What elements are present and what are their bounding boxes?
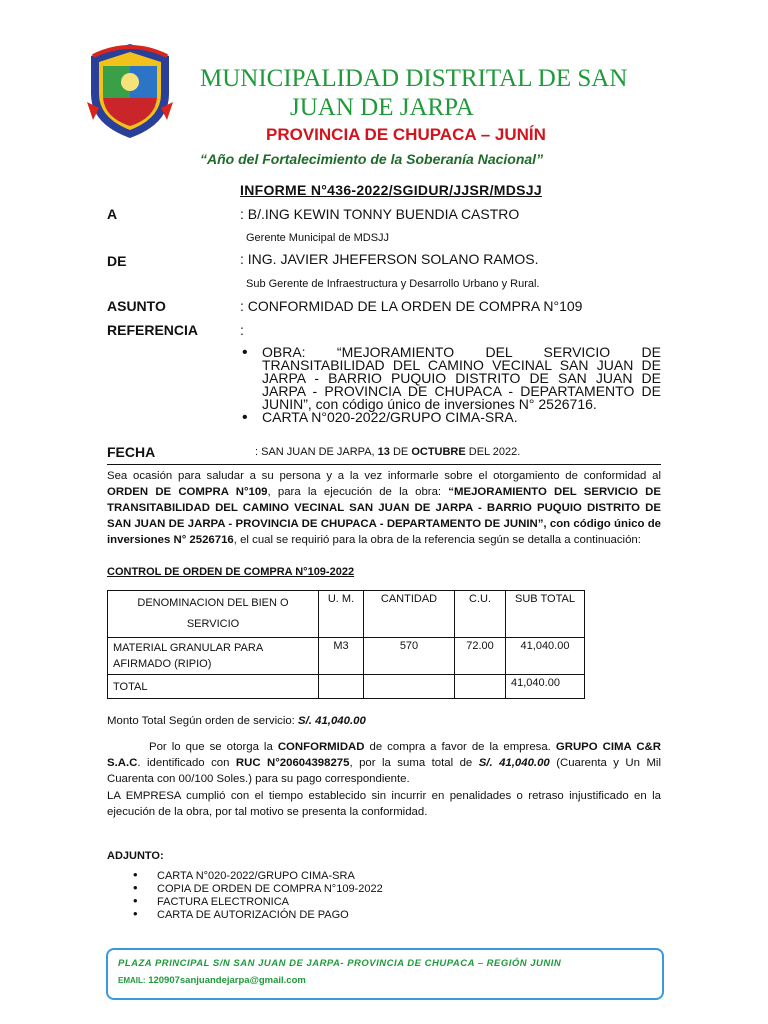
- table-cell: 41,040.00: [506, 675, 585, 699]
- to-label: A: [107, 206, 118, 222]
- bullet-icon: •: [242, 344, 248, 361]
- footer-email: EMAIL: 120907sanjuandejarpa@gmail.com: [118, 975, 306, 986]
- table-cell: [364, 675, 455, 699]
- bullet-icon: •: [133, 893, 138, 908]
- table-header-cell: SUB TOTAL: [506, 591, 585, 638]
- subject-label: ASUNTO: [107, 298, 166, 314]
- table-cell: 72.00: [455, 638, 506, 675]
- table-header-cell: DENOMINACION DEL BIEN O SERVICIO: [108, 591, 319, 638]
- table-header-cell: CANTIDAD: [364, 591, 455, 638]
- year-motto: “Año del Fortalecimiento de la Soberanía Nacional”: [200, 151, 544, 167]
- municipality-title-line2: JUAN DE JARPA: [290, 94, 474, 121]
- municipality-title-line1: MUNICIPALIDAD DISTRITAL DE SAN: [200, 65, 628, 92]
- bullet-icon: •: [133, 906, 138, 921]
- attachment-item: CARTA DE AUTORIZACIÓN DE PAGO: [157, 909, 349, 921]
- subject-value: : CONFORMIDAD DE LA ORDEN DE COMPRA N°109: [240, 298, 583, 314]
- to-value: : B/.ING KEWIN TONNY BUENDIA CASTRO: [240, 206, 520, 222]
- table-cell: TOTAL: [108, 675, 319, 699]
- conformity-paragraph: Por lo que se otorga la CONFORMIDAD de compra a favor de la empresa. GRUPO CIMA C&R S.A.C. identificado con RUC N°20604398275, por la suma total de S/. 41,040.00 (Cuarenta y Un Mil Cuarenta con 00/100 Soles.) para su pago correspondiente.: [107, 741, 661, 785]
- table-cell: [319, 675, 364, 699]
- divider: [107, 464, 661, 465]
- intro-paragraph: Sea ocasión para saludar a su persona y a la vez informarle sobre el otorgamiento de conformidad al ORDEN DE COMPRA N°109, para la ejecución de la obra: “MEJORAMIENTO DEL SERVICIO DE TRANSITABILIDAD DEL CAMINO VECINAL SAN JUAN DE JARPA - BARRIO PUQUIO DISTRITO DE SAN JUAN DE JARPA - PROVINCIA DE CHUPACA - DEPARTAMENTO DE JUNIN”, con código único de inversiones N° 2526716, el cual se requirió para la obra de la referencia según se detalla a continuación:: [107, 470, 661, 546]
- total-amount-line: Monto Total Según orden de servicio: S/. 41,040.00: [107, 715, 366, 727]
- municipal-shield-logo: [85, 42, 175, 140]
- table-header-cell: U. M.: [319, 591, 364, 638]
- reference-item-2: CARTA N°020-2022/GRUPO CIMA-SRA.: [262, 409, 518, 425]
- table-cell: 41,040.00: [506, 638, 585, 675]
- control-title: CONTROL DE ORDEN DE COMPRA N°109-2022: [107, 566, 355, 578]
- from-role: Sub Gerente de Infraestructura y Desarrollo Urbano y Rural.: [246, 278, 540, 290]
- footer-address: PLAZA PRINCIPAL S/N SAN JUAN DE JARPA- PROVINCIA DE CHUPACA – REGIÓN JUNIN: [118, 958, 562, 969]
- purchase-order-table: [107, 590, 585, 699]
- attachments-title: ADJUNTO:: [107, 850, 164, 862]
- province-title: PROVINCIA DE CHUPACA – JUNÍN: [266, 125, 546, 144]
- date-label: FECHA: [107, 444, 156, 460]
- attachment-item: CARTA N°020-2022/GRUPO CIMA-SRA: [157, 870, 355, 882]
- report-title: INFORME N°436-2022/SGIDUR/JJSR/MDSJJ: [240, 182, 542, 198]
- bullet-icon: •: [242, 409, 248, 426]
- date-value: : SAN JUAN DE JARPA, 13 DE OCTUBRE DEL 2022.: [255, 446, 521, 458]
- table-cell: MATERIAL GRANULAR PARA AFIRMADO (RIPIO): [108, 638, 319, 675]
- compliance-paragraph: LA EMPRESA cumplió con el tiempo establecido sin incurrir en penalidades o retraso injustificado en la ejecución de la obra, por tal motivo se presenta la conformidad.: [107, 790, 661, 818]
- footer-box: [106, 948, 664, 1000]
- attachment-item: FACTURA ELECTRONICA: [157, 896, 290, 908]
- from-label: DE: [107, 253, 127, 269]
- table-cell: [455, 675, 506, 699]
- table-cell: M3: [319, 638, 364, 675]
- table-header-cell: C.U.: [455, 591, 506, 638]
- bullet-icon: •: [133, 867, 138, 882]
- reference-colon: :: [240, 322, 244, 338]
- reference-label: REFERENCIA: [107, 322, 199, 338]
- to-role: Gerente Municipal de MDSJJ: [246, 232, 390, 244]
- from-value: : ING. JAVIER JHEFERSON SOLANO RAMOS.: [240, 251, 539, 267]
- reference-item-1: OBRA: “MEJORAMIENTO DEL SERVICIO DE TRANSITABILIDAD DEL CAMINO VECINAL SAN JUAN DE JARPA - BARRIO PUQUIO DISTRITO DE SAN JUAN DE JARPA - PROVINCIA DE CHUPACA - DEPARTAMENTO DE JUNIN”, con código único de inversiones N° 2526716.: [262, 344, 661, 412]
- attachment-item: COPIA DE ORDEN DE COMPRA N°109-2022: [157, 883, 383, 895]
- table-cell: 570: [364, 638, 455, 675]
- bullet-icon: •: [133, 880, 138, 895]
